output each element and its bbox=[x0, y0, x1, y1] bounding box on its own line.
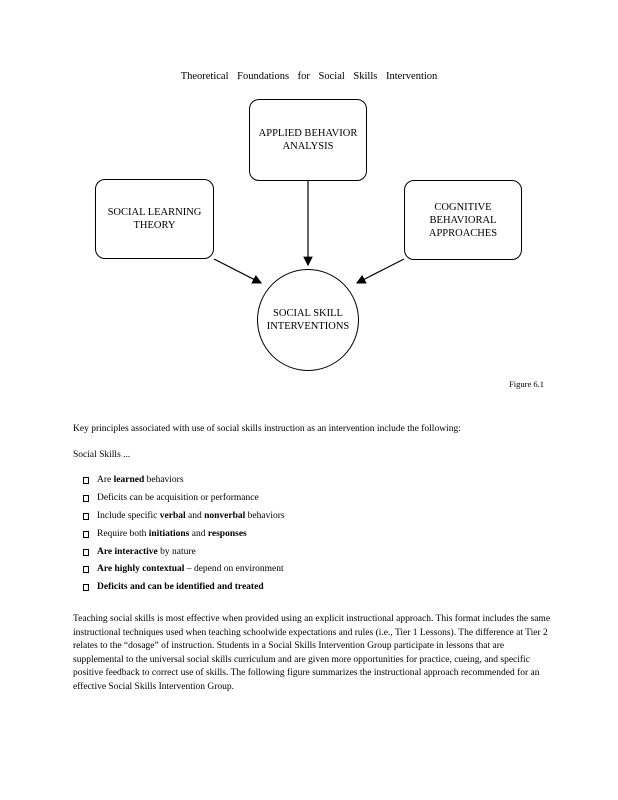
intro-paragraph: Key principles associated with use of social skills instruction as an intervention include the following: bbox=[73, 424, 461, 434]
list-item: Deficits can be acquisition or performance bbox=[83, 493, 285, 511]
checkbox-bullet-icon bbox=[83, 513, 89, 520]
closing-paragraph: Teaching social skills is most effective when provided using an explicit instructional approach. This format includes the same instructional techniques used when teaching schoolwide expectations and rules (i.e., Tier 1 Lessons). The difference at Tier 2 relates to the “dosage” of instruction. Students in a Social Skills Intervention Group participate in lessons that are supplemental to the universal social skills curriculum and are given more opportunities for practice, cueing, and specific positive feedback to correct use of skills. The following figure summarizes the instructional approach recommended for an effective Social Skills Intervention Group. bbox=[73, 614, 551, 692]
box-applied-behavior-analysis: APPLIED BEHAVIOR ANALYSIS bbox=[249, 99, 367, 181]
checkbox-bullet-icon bbox=[83, 549, 89, 556]
social-skills-list bbox=[83, 475, 285, 600]
figure-caption: Figure 6.1 bbox=[509, 379, 544, 389]
box-cognitive-behavioral-approaches: COGNITIVE BEHAVIORAL APPROACHES bbox=[404, 180, 522, 260]
arrow-left-to-center bbox=[214, 259, 261, 283]
arrow-right-to-center bbox=[357, 259, 404, 283]
circle-social-skill-interventions: SOCIAL SKILL INTERVENTIONS bbox=[257, 269, 359, 371]
checkbox-bullet-icon bbox=[83, 531, 89, 538]
checkbox-bullet-icon bbox=[83, 566, 89, 573]
box-social-learning-theory: SOCIAL LEARNING THEORY bbox=[95, 179, 214, 259]
checkbox-bullet-icon bbox=[83, 495, 89, 502]
list-item: Require both initiations and responses bbox=[83, 529, 285, 547]
social-skills-heading: Social Skills ... bbox=[73, 450, 131, 460]
list-item: Deficits and can be identified and treated bbox=[83, 582, 285, 600]
list-item: Are learned behaviors bbox=[83, 475, 285, 493]
checkbox-bullet-icon bbox=[83, 477, 89, 484]
checkbox-bullet-icon bbox=[83, 584, 89, 591]
page-title: Theoretical Foundations for Social Skills Intervention bbox=[180, 71, 438, 82]
list-item: Are interactive by nature bbox=[83, 547, 285, 565]
list-item: Include specific verbal and nonverbal behaviors bbox=[83, 511, 285, 529]
list-item: Are highly contextual – depend on environment bbox=[83, 564, 285, 582]
